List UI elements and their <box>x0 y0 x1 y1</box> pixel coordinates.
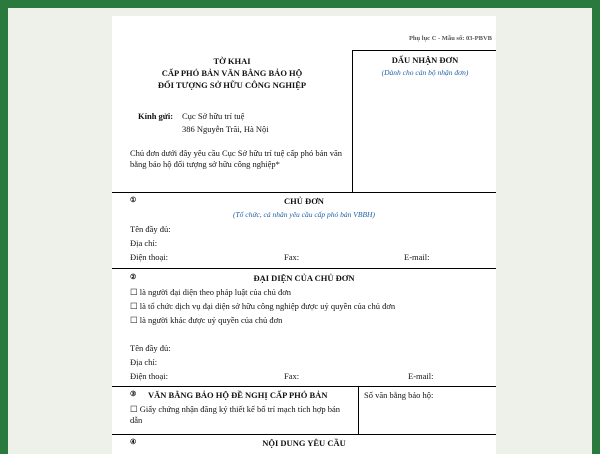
form-page <box>112 16 496 454</box>
section2-option-legal-rep[interactable]: ☐ là người đại diện theo pháp luật của chủ đơn <box>130 287 291 297</box>
section2-fax-label: Fax: <box>284 371 300 381</box>
section4-marker: ④ <box>130 438 137 446</box>
addressee-label: Kính gửi: <box>138 111 174 121</box>
stamp-title: DẤU NHẬN ĐƠN <box>391 55 459 65</box>
section1-divider <box>112 192 496 193</box>
section3-option-ic-layout[interactable]: ☐ Giấy chứng nhận đăng ký thiết kế bố trí mạch tích hợp bán dẫn <box>130 404 341 425</box>
section4-title: NỘI DUNG YÊU CẦU <box>262 438 346 448</box>
stamp-box <box>352 50 496 193</box>
section3-divider <box>112 386 496 387</box>
form-title-line2: CẤP PHÓ BẢN VĂN BẰNG BẢO HỘ <box>161 68 303 78</box>
form-reference: Phụ lục C - Mẫu số: 03-PBVB <box>408 35 492 42</box>
section1-phone-label: Điện thoại: <box>130 252 169 262</box>
addressee-line1: Cục Sở hữu trí tuệ <box>182 111 245 121</box>
stamp-note: (Dành cho cán bộ nhận đơn) <box>381 68 469 77</box>
section1-title: CHỦ ĐƠN <box>284 196 324 206</box>
section2-phone-label: Điện thoại: <box>130 371 169 381</box>
form-title-line3: ĐỐI TƯỢNG SỞ HỮU CÔNG NGHIỆP <box>157 80 307 90</box>
section4-divider <box>112 434 496 435</box>
section3-number-label: Số văn bằng bảo hộ: <box>364 390 434 400</box>
section1-marker: ① <box>130 196 137 204</box>
section1-note: (Tổ chức, cá nhân yêu cầu cấp phó bản VBBH) <box>233 210 375 219</box>
viewer-background <box>8 8 592 454</box>
section2-option-agency[interactable]: ☐ là tổ chức dịch vụ đại diện sở hữu công nghiệp được uỷ quyền của chủ đơn <box>130 301 396 311</box>
section3-column-divider <box>358 386 359 434</box>
section1-fax-label: Fax: <box>284 252 300 262</box>
section2-address-label: Địa chỉ: <box>130 357 158 367</box>
section2-divider <box>112 268 496 269</box>
section2-option-other[interactable]: ☐ là người khác được uỷ quyền của chủ đơn <box>130 315 283 325</box>
section2-email-label: E-mail: <box>408 371 434 381</box>
section3-title: VĂN BẰNG BẢO HỘ ĐỀ NGHỊ CẤP PHÓ BẢN <box>148 390 328 400</box>
intro-text: Chủ đơn dưới đây yêu cầu Cục Sở hữu trí tuệ cấp phó bản văn bằng bảo hộ đối tượng sở hữu công nghiệp* <box>130 148 343 169</box>
section1-address-label: Địa chỉ: <box>130 238 158 248</box>
addressee-line2: 386 Nguyễn Trãi, Hà Nội <box>182 124 269 134</box>
section2-title: ĐẠI DIỆN CỦA CHỦ ĐƠN <box>253 273 355 283</box>
section2-name-label: Tên đầy đủ: <box>130 343 171 353</box>
section1-email-label: E-mail: <box>404 252 430 262</box>
section2-marker: ② <box>130 273 137 281</box>
section3-marker: ③ <box>130 390 137 398</box>
form-title-line1: TỜ KHAI <box>213 56 251 66</box>
section1-name-label: Tên đầy đủ: <box>130 224 171 234</box>
